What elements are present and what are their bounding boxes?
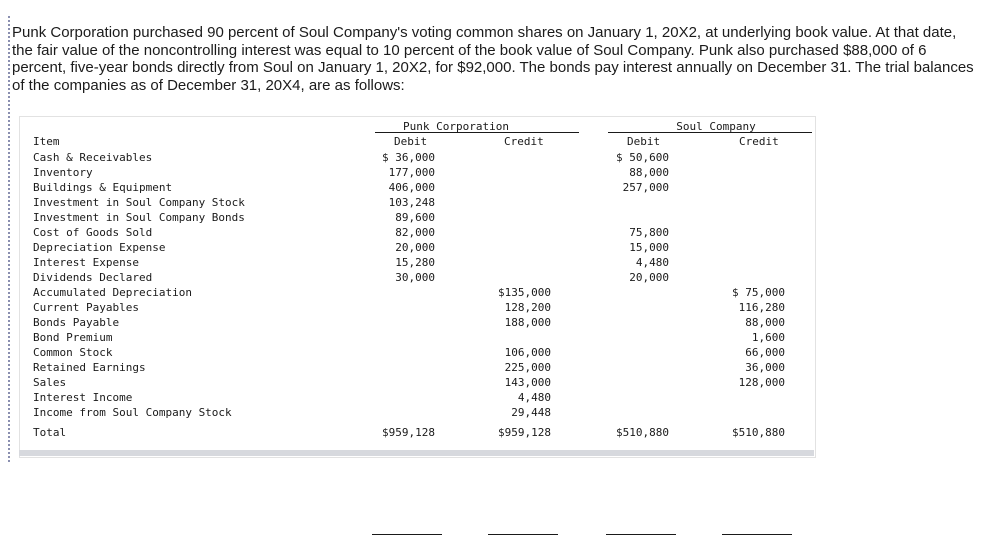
row-item: Dividends Declared: [33, 271, 153, 284]
table-footer-bar: [19, 450, 814, 456]
row-punk-credit: 106,000: [504, 346, 551, 359]
row-item: Sales: [33, 376, 67, 389]
total-label: Total: [33, 426, 67, 439]
row-item: Bond Premium: [33, 331, 113, 344]
row-punk-debit: 30,000: [395, 271, 435, 284]
row-punk-debit: 406,000: [388, 181, 435, 194]
trial-balance-table: [19, 116, 816, 458]
row-item: Buildings & Equipment: [33, 181, 173, 194]
punk-credit-header: Credit: [504, 135, 544, 148]
row-punk-credit: 225,000: [504, 361, 551, 374]
total-punk-credit: $959,128: [498, 426, 551, 439]
row-item: Investment in Soul Company Bonds: [33, 211, 245, 224]
row-soul-debit: 15,000: [629, 241, 669, 254]
row-punk-credit: 128,200: [504, 301, 551, 314]
row-soul-credit: 1,600: [751, 331, 785, 344]
row-punk-debit: 15,280: [395, 256, 435, 269]
row-soul-credit: 36,000: [745, 361, 785, 374]
row-punk-debit: 177,000: [388, 166, 435, 179]
problem-statement: Punk Corporation purchased 90 percent of Soul Company's voting common shares on January 1, 20X2, at underlying book value. At that date, the fair value of the noncontrolling interest was equal to 10 percent of the book value of Soul Company. Punk also purchased $88,000 of 6 percent, five-year bonds directly from Soul on January 1, 20X2, for $92,000. The bonds pay interest annually on December 31. The trial balances of the companies as of December 31, 20X4, are as follows:: [12, 24, 974, 94]
total-soul-credit: $510,880: [732, 426, 785, 439]
row-punk-debit: 103,248: [388, 196, 435, 209]
row-item: Common Stock: [33, 346, 113, 359]
row-soul-debit: $ 50,600: [616, 151, 669, 164]
row-punk-credit: 4,480: [517, 391, 551, 404]
row-punk-credit: 29,448: [511, 406, 551, 419]
row-item: Interest Expense: [33, 256, 139, 269]
row-item: Income from Soul Company Stock: [33, 406, 232, 419]
row-soul-debit: 257,000: [622, 181, 669, 194]
soul-debit-header: Debit: [627, 135, 661, 148]
row-item: Interest Income: [33, 391, 133, 404]
soul-group-header: Soul Company: [676, 120, 756, 133]
row-soul-debit: 75,800: [629, 226, 669, 239]
row-punk-debit: 82,000: [395, 226, 435, 239]
row-punk-debit: 89,600: [395, 211, 435, 224]
row-item: Bonds Payable: [33, 316, 120, 329]
row-item: Investment in Soul Company Stock: [33, 196, 245, 209]
item-column-header: Item: [33, 135, 60, 148]
row-soul-debit: 4,480: [635, 256, 669, 269]
punk-debit-header: Debit: [394, 135, 428, 148]
row-soul-credit: 116,280: [738, 301, 785, 314]
punk-group-header: Punk Corporation: [403, 120, 509, 133]
row-item: Cost of Goods Sold: [33, 226, 153, 239]
row-soul-debit: 20,000: [629, 271, 669, 284]
punk-group-rule: [375, 132, 579, 133]
row-punk-credit: $135,000: [498, 286, 551, 299]
row-punk-credit: 143,000: [504, 376, 551, 389]
row-item: Inventory: [33, 166, 93, 179]
row-soul-credit: 88,000: [745, 316, 785, 329]
row-item: Retained Earnings: [33, 361, 146, 374]
row-punk-debit: $ 36,000: [382, 151, 435, 164]
row-soul-debit: 88,000: [629, 166, 669, 179]
total-punk-debit: $959,128: [382, 426, 435, 439]
row-soul-credit: $ 75,000: [732, 286, 785, 299]
total-soul-debit: $510,880: [616, 426, 669, 439]
row-item: Accumulated Depreciation: [33, 286, 192, 299]
row-soul-credit: 128,000: [738, 376, 785, 389]
soul-group-rule: [608, 132, 812, 133]
soul-credit-header: Credit: [739, 135, 779, 148]
row-punk-debit: 20,000: [395, 241, 435, 254]
row-item: Cash & Receivables: [33, 151, 153, 164]
row-item: Current Payables: [33, 301, 139, 314]
row-punk-credit: 188,000: [504, 316, 551, 329]
row-soul-credit: 66,000: [745, 346, 785, 359]
row-item: Depreciation Expense: [33, 241, 166, 254]
